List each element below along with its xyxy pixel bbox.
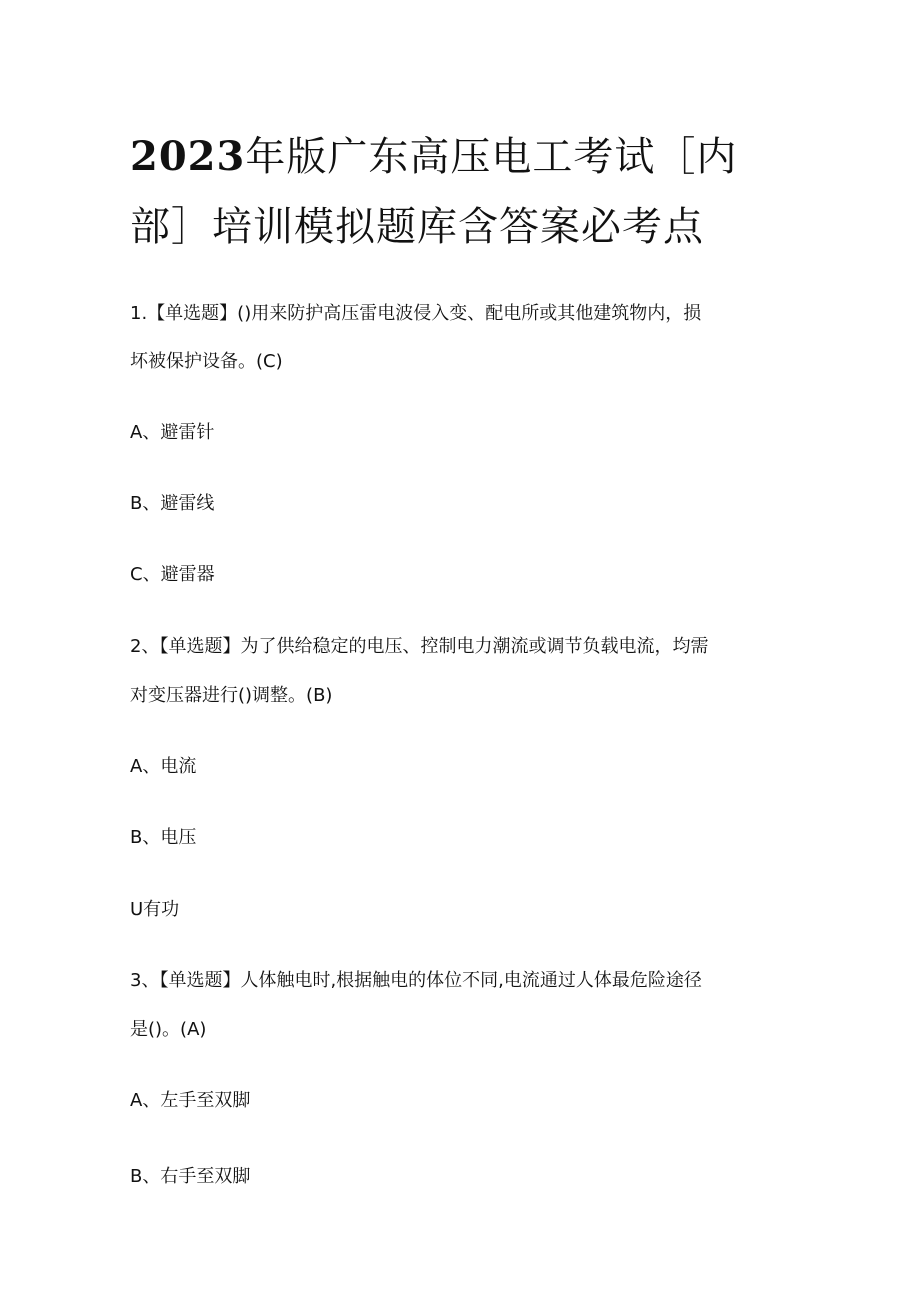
question-1-stem-line-1: 1.【单选题】()用来防护高压雷电波侵入变、配电所或其他建筑物内，损	[130, 303, 702, 324]
question-2-option-a: A、电流	[130, 756, 197, 777]
question-3-option-a: A、左手至双脚	[130, 1090, 251, 1111]
question-1-option-b: B、避雷线	[130, 493, 215, 514]
question-1-stem-line-2: 坏被保护设备。(C)	[130, 351, 283, 372]
title-year: 2023	[130, 133, 246, 180]
question-3-option-b: B、右手至双脚	[130, 1166, 251, 1187]
question-3-stem-line-2: 是()。(A)	[130, 1019, 207, 1040]
question-1-option-a: A、避雷针	[130, 422, 215, 443]
question-1-option-c: C、避雷器	[130, 564, 215, 585]
question-2-stem-line-2: 对变压器进行()调整。(B)	[130, 685, 333, 706]
question-3-stem-line-1: 3、【单选题】人体触电时,根据触电的体位不同,电流通过人体最危险途径	[130, 970, 702, 991]
question-2-option-b: B、电压	[130, 827, 197, 848]
title-line-2: 部］培训模拟题库含答案必考点	[130, 204, 704, 250]
title-line-1-text: 年版广东高压电工考试［内	[245, 134, 738, 180]
question-2-option-c: U有功	[130, 899, 180, 920]
document-title	[130, 122, 770, 262]
question-2-stem-line-1: 2、【单选题】为了供给稳定的电压、控制电力潮流或调节负载电流，均需	[130, 636, 709, 657]
title-line-1	[130, 122, 770, 192]
